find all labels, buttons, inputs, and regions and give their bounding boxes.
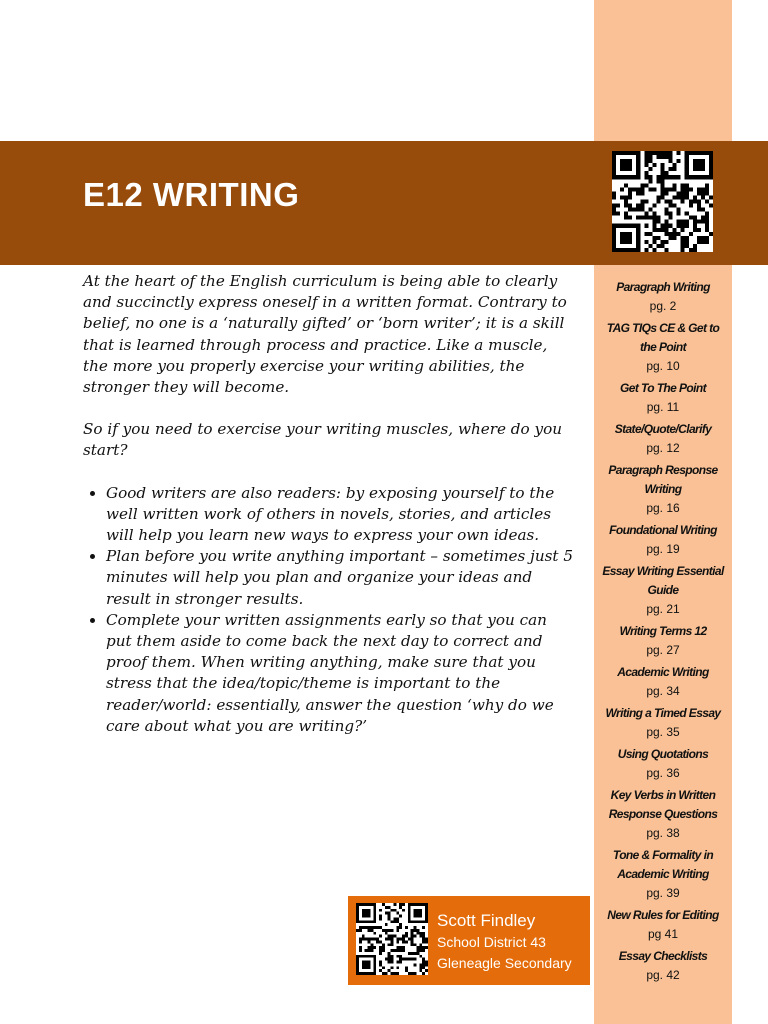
toc-item-key-verbs[interactable]	[600, 786, 726, 843]
toc-item-state-quote-clarify[interactable]	[600, 420, 726, 458]
tip-item: • Plan before you write anything important – sometimes just 5 minutes will help you plan and organize your ideas and result in stronger results.	[106, 546, 573, 610]
toc-page: pg. 34	[646, 684, 680, 698]
author-school: Gleneagle Secondary	[437, 955, 572, 971]
toc-item-editing-rules[interactable]	[600, 906, 726, 944]
toc-page: pg. 21	[646, 602, 680, 616]
toc-title: Essay Writing Essential Guide	[602, 564, 724, 597]
toc-page: pg. 36	[646, 766, 680, 780]
toc-title: New Rules for Editing	[607, 908, 719, 922]
toc-page: pg 41	[647, 927, 679, 941]
toc-page: pg. 12	[646, 441, 680, 455]
toc-title: Writing a Timed Essay	[605, 706, 721, 720]
tip-item: • Good writers are also readers: by exposing yourself to the well written work of others in novels, stories, and articles will help you learn new ways to express your own ideas.	[106, 483, 573, 547]
toc-title: Foundational Writing	[609, 523, 717, 537]
body-text	[83, 271, 573, 737]
toc-title: Get To The Point	[620, 381, 706, 395]
toc-item-timed-essay[interactable]	[600, 704, 726, 742]
toc-page: pg. 42	[646, 968, 680, 982]
toc-page: pg. 27	[646, 643, 680, 657]
table-of-contents	[600, 278, 726, 988]
tips-list	[83, 483, 573, 737]
toc-item-using-quotations[interactable]	[600, 745, 726, 783]
toc-title: Key Verbs in Written Response Questions	[608, 788, 718, 821]
intro-paragraph: At the heart of the English curriculum is being able to clearly and succinctly express oneself in a written format. Contrary to belief, no one is a ‘naturally gifted’ or ‘born writer’; it is a skill that is learned through process and practice. Like a muscle, the more you properly exercise your writing abilities, the stronger they will become.	[83, 272, 567, 397]
toc-title: Paragraph Response Writing	[608, 463, 718, 496]
toc-item-writing-terms[interactable]	[600, 622, 726, 660]
toc-page: pg. 16	[646, 501, 680, 515]
toc-item-tone-formality[interactable]	[600, 846, 726, 903]
toc-item-tag-tiqs[interactable]	[600, 319, 726, 376]
toc-item-foundational-writing[interactable]	[600, 521, 726, 559]
toc-page: pg. 11	[646, 400, 680, 414]
author-info	[437, 910, 572, 974]
toc-title: Paragraph Writing	[616, 280, 710, 294]
qr-code-top-icon	[612, 151, 713, 252]
toc-title: Essay Checklists	[618, 949, 708, 963]
toc-item-paragraph-writing[interactable]	[600, 278, 726, 316]
toc-title: TAG TIQs CE & Get to the Point	[606, 321, 720, 354]
toc-page: pg. 10	[646, 359, 680, 373]
toc-page: pg. 38	[646, 826, 680, 840]
author-district: School District 43	[437, 934, 546, 950]
toc-title: State/Quote/Clarify	[614, 422, 712, 436]
toc-item-essay-checklists[interactable]	[600, 947, 726, 985]
page-title: E12 WRITING	[83, 176, 300, 213]
toc-title: Writing Terms 12	[619, 624, 707, 638]
qr-code-bottom-icon	[356, 903, 428, 975]
toc-page: pg. 2	[649, 299, 677, 313]
toc-title: Tone & Formality in Academic Writing	[612, 848, 714, 881]
toc-page: pg. 39	[646, 886, 680, 900]
toc-item-essay-writing-guide[interactable]	[600, 562, 726, 619]
toc-title: Academic Writing	[617, 665, 709, 679]
toc-title: Using Quotations	[617, 747, 709, 761]
toc-page: pg. 35	[646, 725, 680, 739]
author-name: Scott Findley	[437, 911, 536, 930]
toc-item-paragraph-response[interactable]	[600, 461, 726, 518]
toc-item-academic-writing[interactable]	[600, 663, 726, 701]
toc-item-get-to-the-point[interactable]	[600, 379, 726, 417]
intro-question: So if you need to exercise your writing muscles, where do you start?	[83, 420, 562, 460]
toc-page: pg. 19	[646, 542, 680, 556]
tip-item: • Complete your written assignments early so that you can put them aside to come back the next day to correct and proof them. When writing anything, make sure that you stress that the idea/topic/theme is important to the reader/world: essentially, answer the question ‘why do we care about what you are writing?’	[106, 610, 573, 737]
